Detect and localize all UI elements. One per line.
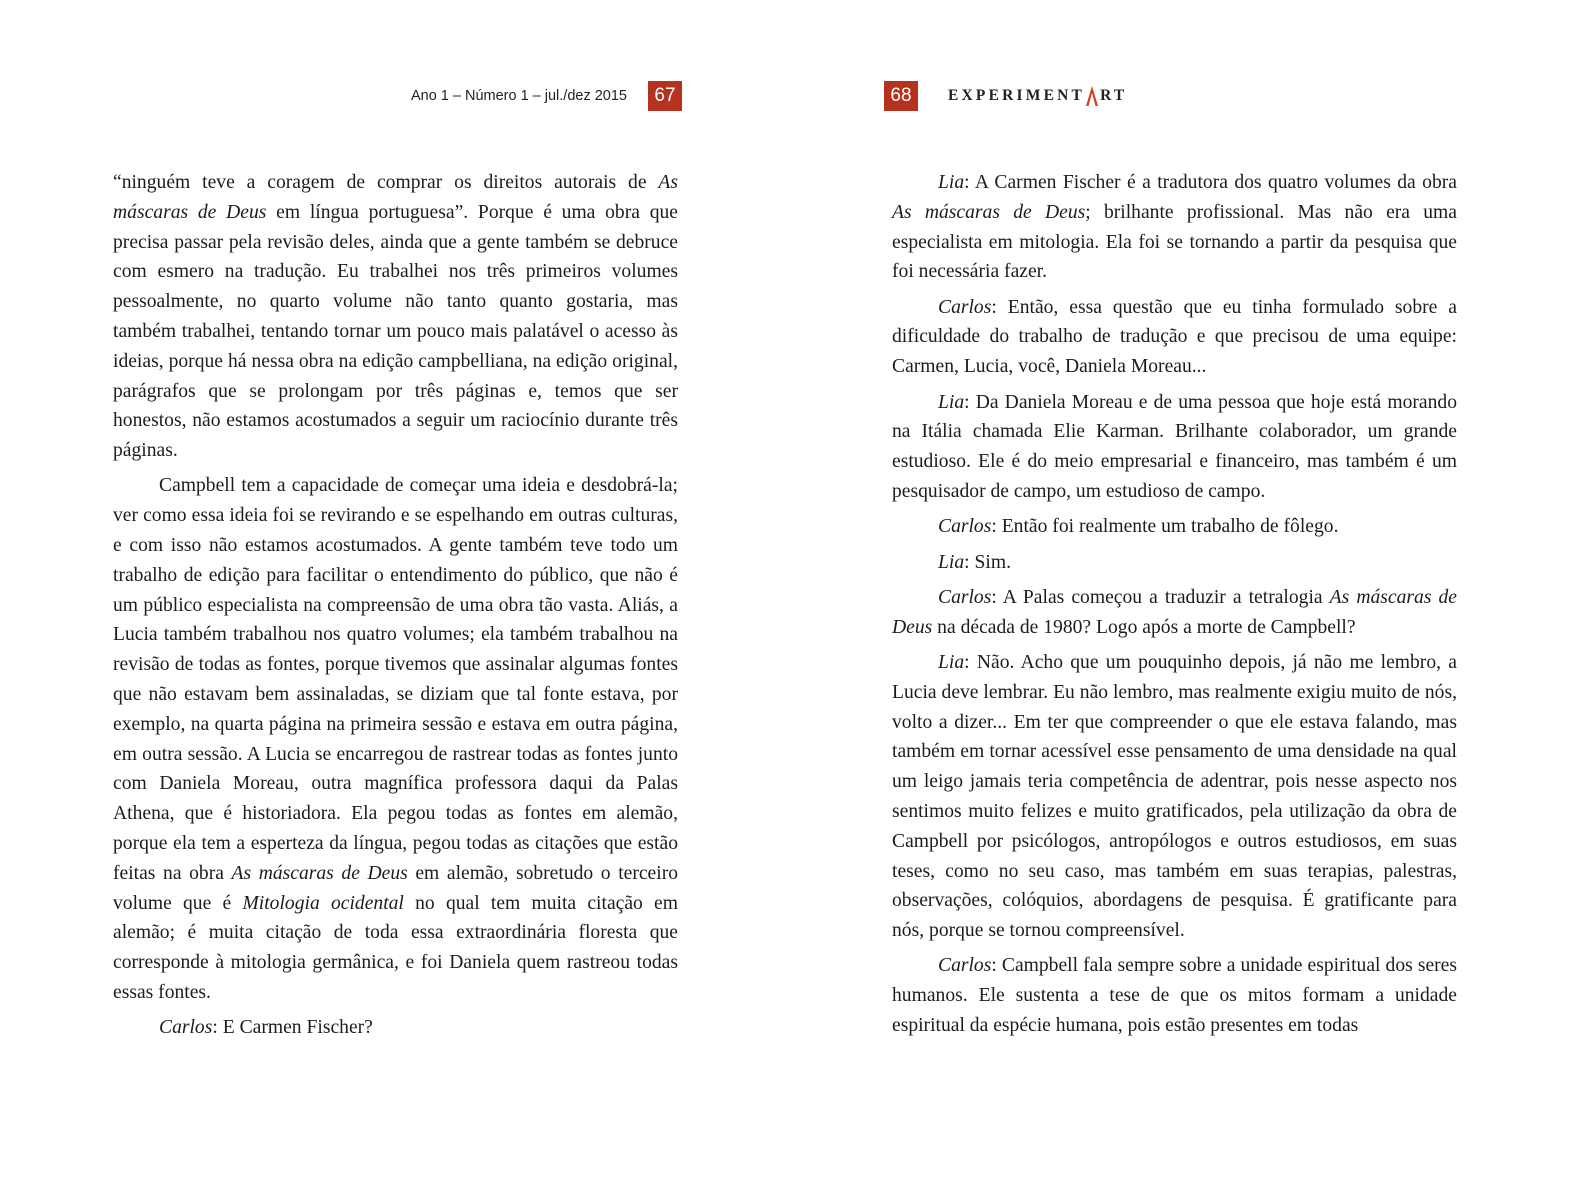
paragraph — [892, 168, 1457, 287]
brand-right-text: RT — [1100, 87, 1128, 104]
italic-text: Lia — [938, 551, 965, 573]
text-run: : E Carmen Fischer? — [212, 1017, 373, 1039]
text-run: : Então foi realmente um trabalho de fôlego. — [991, 516, 1339, 538]
text-run: : A Palas começou a traduzir a tetralogia — [991, 586, 1330, 608]
paragraph — [892, 548, 1457, 578]
italic-text: Carlos — [938, 955, 992, 977]
text-run: : Sim. — [964, 551, 1011, 573]
paragraph — [892, 293, 1457, 382]
left-running-head — [411, 81, 682, 111]
right-body-text — [892, 168, 1457, 1046]
brand-a-logo-icon — [1085, 85, 1099, 107]
italic-text: As máscaras de Deus — [231, 862, 408, 884]
italic-text: Carlos — [159, 1017, 213, 1039]
paragraph — [892, 388, 1457, 507]
issue-info: Ano 1 – Número 1 – jul./dez 2015 — [410, 88, 627, 104]
paragraph — [892, 512, 1457, 542]
italic-text: As máscaras de Deus — [892, 201, 1086, 223]
journal-brand — [948, 85, 1127, 107]
italic-text: Carlos — [938, 516, 992, 538]
paragraph — [892, 583, 1457, 643]
italic-text: Carlos — [938, 296, 992, 318]
text-run: Campbell tem a capacidade de começar uma ideia e desdobrá-la; ver como essa ideia foi se revirando e se espelhando em outras culturas, e com isso não estamos acostumados. A gente também teve todo um trabalho de edição para facilitar o entendimento do público, que não é um público especialista na compreensão de uma obra tão vasta. Aliás, a Lucia também trabalhou nos quatro volumes; ela também trabalhou na revisão de todas as fontes, porque tivemos que assinalar algumas fontes que não estavam bem assinaladas, se diziam que tal fonte estava, por exemplo, na quarta página na primeira sessão e estava em outra página, em outra sessão. A Lucia se encarregou de rastrear todas as fontes junto com Daniela Moreau, outra magnífica professora daqui da Palas Athena, que é historiadora. Ela pegou todas as fontes em alemão, porque ela tem a esperteza da língua, pegou todas as citações que estão feitas na obra — [113, 475, 678, 884]
italic-text: As máscaras de Deus — [892, 586, 1457, 638]
italic-text: Lia — [938, 391, 965, 413]
text-run: em língua portuguesa”. Porque é uma obra que precisa passar pela revisão deles, ainda que a gente também se debruce com esmero na tradução. Eu trabalhei nos três primeiros volumes pessoalmente, no quarto volume não tanto quanto gostaria, mas também trabalhei, tentando tornar um pouco mais palatável o acesso às ideias, porque há nessa obra na edição campbelliana, na edição original, parágrafos que se prolongam por três páginas e, temos que ser honestos, não estamos acostumados a seguir um raciocínio durante três páginas. — [113, 201, 679, 462]
text-run: : Não. Acho que um pouquinho depois, já não me lembro, a Lucia deve lembrar. Eu não lembro, mas realmente exigiu muito de nós, volto a dizer... Em ter que compreender o que ele estava falando, mas também em tornar acessível esse pensamento de uma densidade na qual um leigo jamais teria competência de adentrar, pois nesse aspecto nos sentimos muito felizes e muito gratificados, pela utilização da obra de Campbell por psicólogos, antropólogos e outros estudiosos, em suas teses, como no seu caso, mas também em suas terapias, palestras, observações, colóquios, abordagens de pesquisa. É gratificante para nós, porque se tornou compreensível. — [892, 651, 1457, 942]
paragraph — [892, 951, 1457, 1040]
right-running-head — [884, 81, 1127, 111]
italic-text: Carlos — [938, 586, 992, 608]
text-run: no qual tem muita citação em alemão; é muita citação de toda essa extraordinária floresta que corresponde à mitologia germânica, e foi Daniela quem rastreou todas essas fontes. — [113, 892, 678, 1004]
text-run: : Então, essa questão que eu tinha formulado sobre a dificuldade do trabalho de tradução e que precisou de uma equipe: Carmen, Lucia, você, Daniela Moreau... — [892, 296, 1457, 378]
italic-text: As máscaras de Deus — [113, 172, 678, 223]
paragraph — [113, 1013, 678, 1043]
text-run: “ninguém teve a coragem de comprar os direitos autorais de — [113, 172, 659, 193]
paragraph — [892, 648, 1457, 946]
italic-text: Lia — [938, 172, 965, 193]
text-run: em alemão, sobretudo o terceiro volume que é — [113, 862, 679, 914]
right-page — [793, 0, 1586, 1195]
left-body-text — [113, 168, 678, 1049]
text-run: : Da Daniela Moreau e de uma pessoa que hoje está morando na Itália chamada Elie Karman. Brilhante colaborador, um grande estudioso. Ele é do meio empresarial e financeiro, mas também é um pesquisador de campo, um estudioso de campo. — [892, 391, 1457, 502]
page-number-right: 68 — [884, 81, 918, 111]
italic-text: Mitologia ocidental — [242, 892, 404, 914]
text-run: na década de 1980? Logo após a morte de Campbell? — [932, 616, 1356, 638]
text-run: : A Carmen Fischer é a tradutora dos quatro volumes da obra — [964, 172, 1457, 193]
text-run: : Campbell fala sempre sobre a unidade espiritual dos seres humanos. Ele sustenta a tese de que os mitos formam a unidade espiritual da espécie humana, pois estão presentes em todas — [892, 955, 1457, 1037]
page-number-left: 67 — [648, 81, 682, 111]
paragraph — [113, 168, 678, 466]
paragraph — [113, 471, 678, 1007]
italic-text: Lia — [938, 651, 965, 673]
brand-left-text: EXPERIMENT — [948, 87, 1086, 104]
text-run: ; brilhante profissional. Mas não era uma especialista em mitologia. Ela foi se tornando a partir da pesquisa que foi necessária fazer. — [892, 201, 1457, 283]
